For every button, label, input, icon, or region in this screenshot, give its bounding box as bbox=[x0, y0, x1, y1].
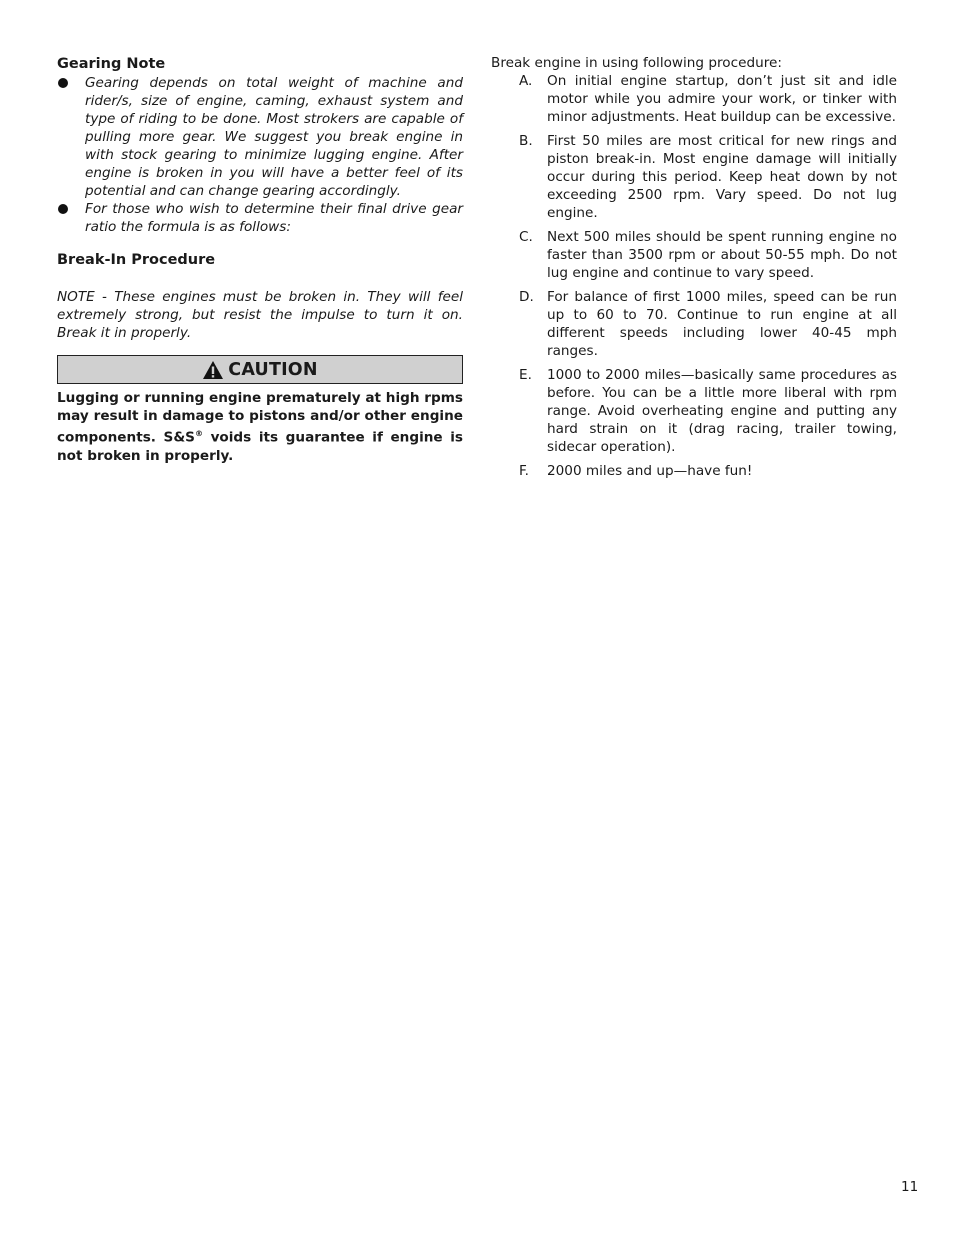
page-number: 11 bbox=[901, 1179, 919, 1195]
step-text: For balance of first 1000 miles, speed can be run up to 60 to 70. Continue to run engine at all different speeds including lower 40-45 mph ranges. bbox=[547, 289, 897, 359]
break-in-heading: Break-In Procedure bbox=[57, 252, 216, 268]
warning-triangle-icon bbox=[202, 360, 224, 380]
step-letter: F. bbox=[519, 463, 529, 479]
step-letter: D. bbox=[519, 289, 534, 305]
gearing-bullet-item bbox=[57, 200, 463, 236]
step-text: First 50 miles are most critical for new rings and piston break-in. Most engine damage will initially occur during this period. Keep heat down by not exceeding 2500 rpm. Vary speed. Do not lug engine. bbox=[547, 133, 897, 221]
right-column bbox=[491, 54, 897, 486]
procedure-step bbox=[491, 288, 897, 360]
procedure-step bbox=[491, 366, 897, 456]
break-in-note: NOTE - These engines must be broken in. They will feel extremely strong, but resist the impulse to turn it on. Break it in properly. bbox=[57, 289, 463, 341]
left-column bbox=[57, 54, 463, 465]
procedure-step bbox=[491, 228, 897, 282]
procedure-steps bbox=[491, 72, 897, 480]
caution-text-part2: voids its guarantee if engine is not broken in properly. bbox=[57, 429, 463, 464]
gearing-bullet-text: For those who wish to determine their final drive gear ratio the formula is as follows: bbox=[85, 201, 463, 235]
procedure-intro: Break engine in using following procedure: bbox=[491, 55, 782, 71]
bullet-icon bbox=[58, 204, 68, 214]
gearing-bullet-list bbox=[57, 74, 463, 236]
gearing-bullet-item bbox=[57, 74, 463, 200]
gearing-bullet-text: Gearing depends on total weight of machine and rider/s, size of engine, caming, exhaust system and type of riding to be done. Most strokers are capable of pulling more gear. We suggest you break engine in with stock gearing to minimize lugging engine. After engine is broken in you will have a better feel of its potential and can change gearing accordingly. bbox=[85, 75, 463, 199]
procedure-step bbox=[491, 462, 897, 480]
step-letter: A. bbox=[519, 73, 533, 89]
bullet-icon bbox=[58, 78, 68, 88]
procedure-step bbox=[491, 132, 897, 222]
step-text: 1000 to 2000 miles—basically same procedures as before. You can be a little more liberal with rpm range. Avoid overheating engine and putting any hard strain on it (drag racing, trailer towing, sidecar operation). bbox=[547, 367, 897, 455]
procedure-step bbox=[491, 72, 897, 126]
step-text: On initial engine startup, don’t just sit and idle motor while you admire your work, or tinker with minor adjustments. Heat buildup can be excessive. bbox=[547, 73, 897, 125]
gearing-note-heading: Gearing Note bbox=[57, 56, 166, 72]
step-letter: B. bbox=[519, 133, 533, 149]
caution-text-part1: Lugging or running engine prematurely at high rpms may result in damage to pistons and/or other engine components. S&S bbox=[57, 390, 463, 446]
caution-text bbox=[57, 389, 463, 465]
registered-mark: ® bbox=[194, 429, 203, 438]
step-text: Next 500 miles should be spent running engine no faster than 3500 rpm or about 50-55 mph. Do not lug engine and continue to vary speed. bbox=[547, 229, 897, 281]
caution-label: CAUTION bbox=[228, 359, 318, 380]
caution-banner bbox=[57, 355, 463, 384]
step-letter: E. bbox=[519, 367, 532, 383]
step-text: 2000 miles and up—have fun! bbox=[547, 463, 753, 479]
step-letter: C. bbox=[519, 229, 533, 245]
